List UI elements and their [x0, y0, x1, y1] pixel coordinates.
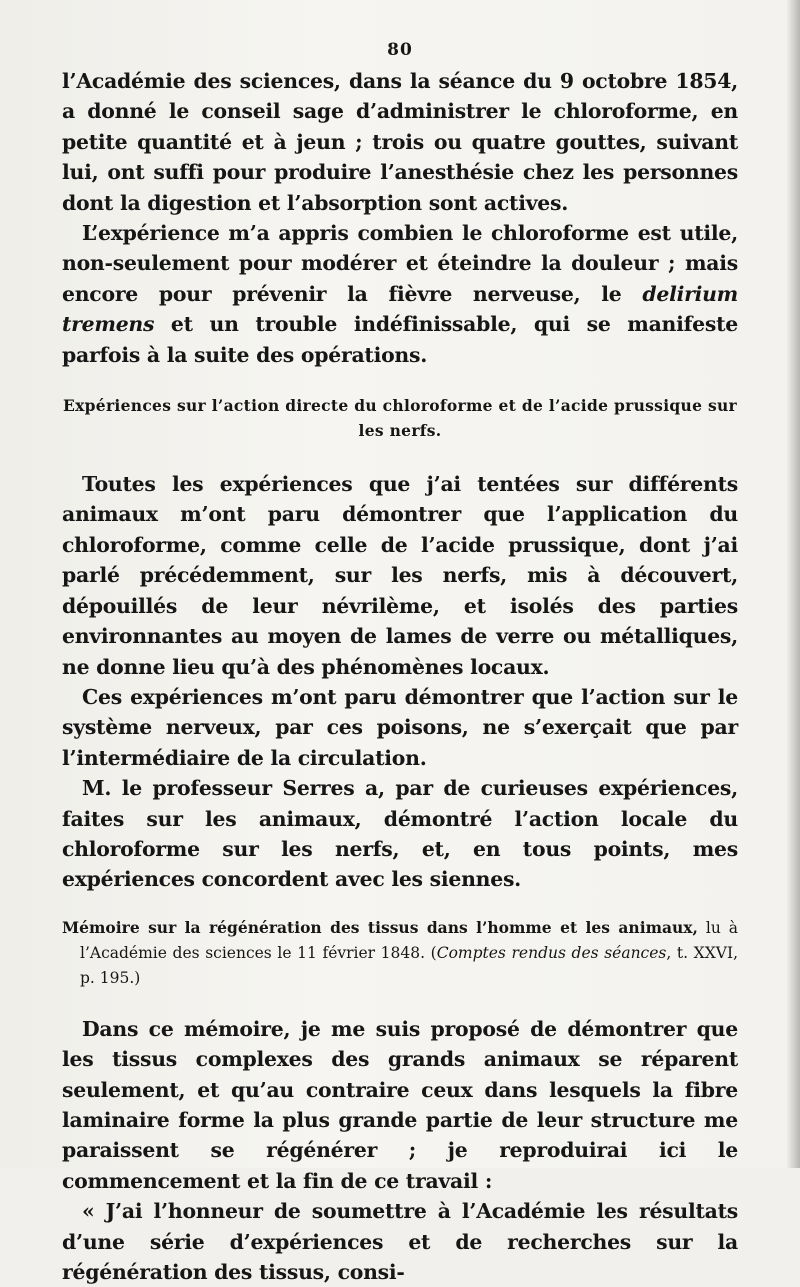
paragraph: Dans ce mémoire, je me suis proposé de démontrer que les tissus complexes des grands animaux se réparent seulement, et qu’au contraire ceux dans lesquels la fibre laminaire forme la plus grande partie de leur structure me paraissent se régénérer ; je reproduirai ici le commencement et la fin de ce travail :	[62, 1016, 738, 1193]
paragraph-continuation: l’Académie des sciences, dans la séance du 9 octobre 1854, a donné le conseil sage d’administrer le chloroforme, en petite quantité et à jeun ; trois ou quatre gouttes, suivant lui, ont suffi pour produire l’anesthésie chez les personnes dont la digestion et l’absorption sont actives.	[62, 69, 738, 215]
memoir-title: Mémoire sur la régénération des tissus dans l’homme et les animaux,	[62, 917, 698, 937]
section-heading: Expériences sur l’action directe du chloroforme et de l’acide prussique sur les nerfs.	[62, 396, 738, 441]
paragraph-quote: « J’ai l’honneur de soumettre à l’Académie les résultats d’une série d’expériences et de recherches sur la régénération des tissus, consi-	[62, 1199, 738, 1284]
paragraph-text: et un trouble indéfinissable, qui se manifeste parfois à la suite des opérations.	[62, 312, 738, 367]
paragraph-chloroform-utility	[62, 218, 738, 370]
page-content	[62, 40, 738, 1287]
paragraph: Toutes les expériences que j’ai tentées sur différents animaux m’ont paru démontrer que l’application du chloroforme, comme celle de l’acide prussique, dont j’ai parlé précédemment, sur les nerfs, mis à découvert, dépouillés de leur névrilème, et isolés des parties environnantes au moyen de lames de verre ou métalliques, ne donne lieu qu’à des phénomènes locaux.	[62, 472, 738, 679]
memoir-text: lu à l’Académie des sciences le 11 février 1848. (	[80, 918, 738, 962]
paragraph-text: L’expérience m’a appris combien le chloroforme est utile, non-seulement pour modérer et éteindre la douleur ; mais encore pour prévenir la fièvre nerveuse, le	[62, 221, 738, 306]
page-number: 80	[387, 40, 413, 60]
memoir-citation: , t. XXVI, p. 195.)	[80, 943, 738, 987]
paragraph: M. le professeur Serres a, par de curieuses expériences, faites sur les animaux, démontré l’action locale du chloroforme sur les nerfs, et, en tous points, mes expériences concordent avec les siennes.	[62, 776, 738, 892]
memoir-reference	[62, 915, 738, 991]
italic-term: delirium tremens	[62, 281, 738, 337]
paragraph: Ces expériences m’ont paru démontrer que l’action sur le système nerveux, par ces poisons, ne s’exerçait que par l’intermédiaire de la circulation.	[62, 684, 738, 770]
memoir-source: Comptes rendus des séances	[436, 943, 667, 962]
